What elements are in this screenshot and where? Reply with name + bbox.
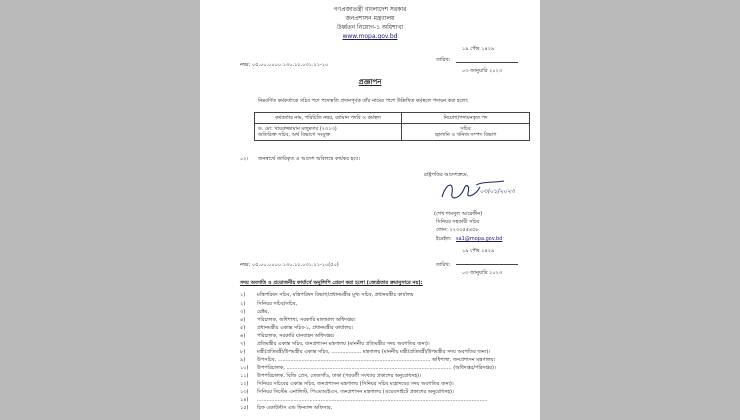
website-link[interactable]: www.mopa.gov.bd	[342, 33, 398, 40]
table-header-post: নিয়োগ/পদায়নকৃত পদ	[402, 113, 530, 124]
list-item-number: ১০)	[240, 365, 249, 371]
list-item-text: চিফ একাউন্টস এন্ড ফিন্যান্স অফিসার,	[257, 405, 333, 411]
list-item-text: প্রধানমন্ত্রীর একান্ত সচিব-১, প্রধানমন্ত্রীর কার্যালয়।	[257, 325, 353, 331]
list-item-number: ৭)	[240, 341, 246, 347]
date-divider	[456, 62, 518, 63]
list-item-text: পরিচালক, অধিশাখা, সরকারি মালামাল অধিদপ্তর।	[257, 317, 356, 323]
memo2-number: নম্বর: ০৫.০০.০০০০.১৩০.১২.০৩১.২১-১০(৫০)	[240, 262, 339, 268]
list-item-text: উপপরিচালক, বিজি প্রেস, তেজগাঁও, ঢাকা (পরবর্তী সংখ্যায় প্রকাশের অনুরোধসহ)।	[257, 373, 421, 379]
list-item-number: ১)	[240, 292, 246, 298]
signature-image	[436, 175, 526, 207]
table-header-officer: কর্মকর্তার নাম, পরিচিতি নম্বর, বর্তমান পদবি ও কর্মস্থল	[255, 113, 402, 124]
wing-name: উর্ধ্বতন নিয়োগ-১ অধিশাখা	[336, 24, 404, 31]
officer-current-post: অতিরিক্ত সচিব, অর্থ বিভাগে সংযুক্ত	[258, 132, 331, 138]
officer-cell	[255, 124, 402, 141]
date2-label: তারিখ:	[436, 262, 451, 268]
list-item-number: ৪)	[240, 317, 246, 323]
list-item-text: .................................................................................................................................................	[257, 397, 488, 403]
signatory-designation: সিনিয়র সহকারী সচিব	[436, 219, 480, 225]
date2-english: ০৩ জানুয়ারি ২০২৩	[462, 270, 503, 276]
list-item-number: ১৪)	[240, 397, 249, 403]
list-item-text: মন্ত্রী/প্রতিমন্ত্রী/উপমন্ত্রীর একান্ত সচিব, ................... মন্ত্রণালয় (মাননীয় মন্ত্রী/প্রতিমন্ত্রী/উপমন্ত্রীর সদয় অবগতির জন্য)।	[257, 349, 490, 355]
govt-header-line: গণপ্রজাতন্ত্রী বাংলাদেশ সরকার	[333, 6, 407, 13]
document-title: প্রজ্ঞাপন	[358, 78, 382, 86]
point-text: জনস্বার্থে জারিকৃত এ আদেশ অবিলম্বে কার্যকর হবে।	[258, 156, 360, 162]
list-item-text: সিনিয়র সচিবের একান্ত সচিব, জনপ্রশাসন মন্ত্রণালয় (সিনিয়র সচিব মহোদয়ের সদয় অবগতির জন্য)।	[257, 381, 454, 387]
date-bangla: ১৯ পৌষ ১৪২৯	[462, 46, 495, 52]
list-item-number: ৯)	[240, 357, 246, 363]
point-number: ০২।	[240, 156, 249, 162]
list-item-text: প্রতিমন্ত্রীর একান্ত সচিব, জনপ্রশাসন মন্ত্রণালয় (মাননীয় প্রতিমন্ত্রীর সদয় অবগতির জন্য)।	[257, 341, 430, 347]
email-label: ইমেইল:	[436, 236, 452, 242]
closing-line: রাষ্ট্রপতির আদেশক্রমে,	[424, 172, 469, 178]
list-item-text: সিনিয়র সচিব/সচিব,	[257, 301, 298, 307]
list-item-number: ১২)	[240, 381, 249, 387]
post-cell	[402, 124, 530, 141]
list-item-number: ৬)	[240, 333, 246, 339]
list-item-number: ১৫)	[240, 405, 249, 411]
list-item-text: সিনিয়র সিস্টেম এনালিস্ট, পিএমআইএস, জনপ্রশাসন মন্ত্রণালয় (ওয়েবসাইটে প্রকাশের অনুরোধসহ)।	[257, 389, 454, 395]
date2-bangla: ১৯ পৌষ ১৪২৯	[462, 248, 495, 254]
list-item-number: ১১)	[240, 373, 249, 379]
list-item-number: ৫)	[240, 325, 246, 331]
memo-number: নম্বর: ০৫.০০.০০০০.১৩০.১২.০৩১.২১-১০	[240, 62, 329, 68]
officer-name: ড. মো: খায়রুজ্জামান মজুমদার (৭৩১৩)	[258, 126, 337, 132]
list-item-number: ২)	[240, 301, 246, 307]
list-item-number: ১৩)	[240, 389, 249, 395]
list-item-number: ৮)	[240, 349, 246, 355]
list-item-text: উপসচিব, ................................................................................................ অধিশাখা, জনপ্রশাসন মন্ত্রণালয়।	[257, 357, 496, 363]
list-item-number: ৩)	[240, 309, 246, 315]
list-item-text: মন্ত্রিপরিষদ সচিব, মন্ত্রিপরিষদ বিভাগ/প্রধানমন্ত্রীর মুখ্য সচিব, প্রধানমন্ত্রীর কার্যালয়	[257, 292, 414, 298]
new-division: জ্বালানি ও খনিজ সম্পদ বিভাগ	[434, 132, 497, 138]
ministry-name: জনপ্রশাসন মন্ত্রণালয়	[345, 15, 395, 22]
intro-paragraph: নিম্নবর্ণিত কর্মকর্তাকে সচিব পদে পদোন্নতি প্রদানপূর্বক তাঁর নামের পাশে উল্লিখিত কর্মস্থলে পদায়ন করা হলো:	[258, 98, 469, 104]
list-item-text: উপপরিচালক, ........................................................................................................ (অধিদপ্তর/পরিদপ্তর)।	[257, 365, 496, 371]
new-designation: সচিব	[460, 126, 471, 132]
signatory-phone: ফোন: ২২৩৩৫৫৪৫৮	[436, 227, 479, 233]
distribution-title: সদয় অবগতি ও প্রয়োজনীয় কার্যার্থে অনুলিপি প্রেরণ করা হলো (জ্যেষ্ঠতার ক্রমানুসারে নয়):	[240, 280, 423, 286]
table-row	[255, 124, 530, 141]
signatory-email[interactable]: sa1@mopa.gov.bd	[456, 236, 503, 242]
posting-table	[254, 112, 530, 141]
date-english: ০৩ জানুয়ারি ২০২৩	[462, 68, 503, 74]
list-item-text: পরিচালক, সরকারি যানবাহন অধিদপ্তর।	[257, 333, 335, 339]
signatory-name: (শেখ শামসুল আরেফীন)	[434, 211, 483, 217]
document-page	[200, 0, 540, 420]
date-label: তারিখ:	[436, 57, 451, 63]
date2-divider	[456, 264, 518, 265]
signature-date: ০৩/০১/২০২৩	[480, 188, 516, 195]
list-item-text: রেক্টর,	[257, 309, 270, 315]
